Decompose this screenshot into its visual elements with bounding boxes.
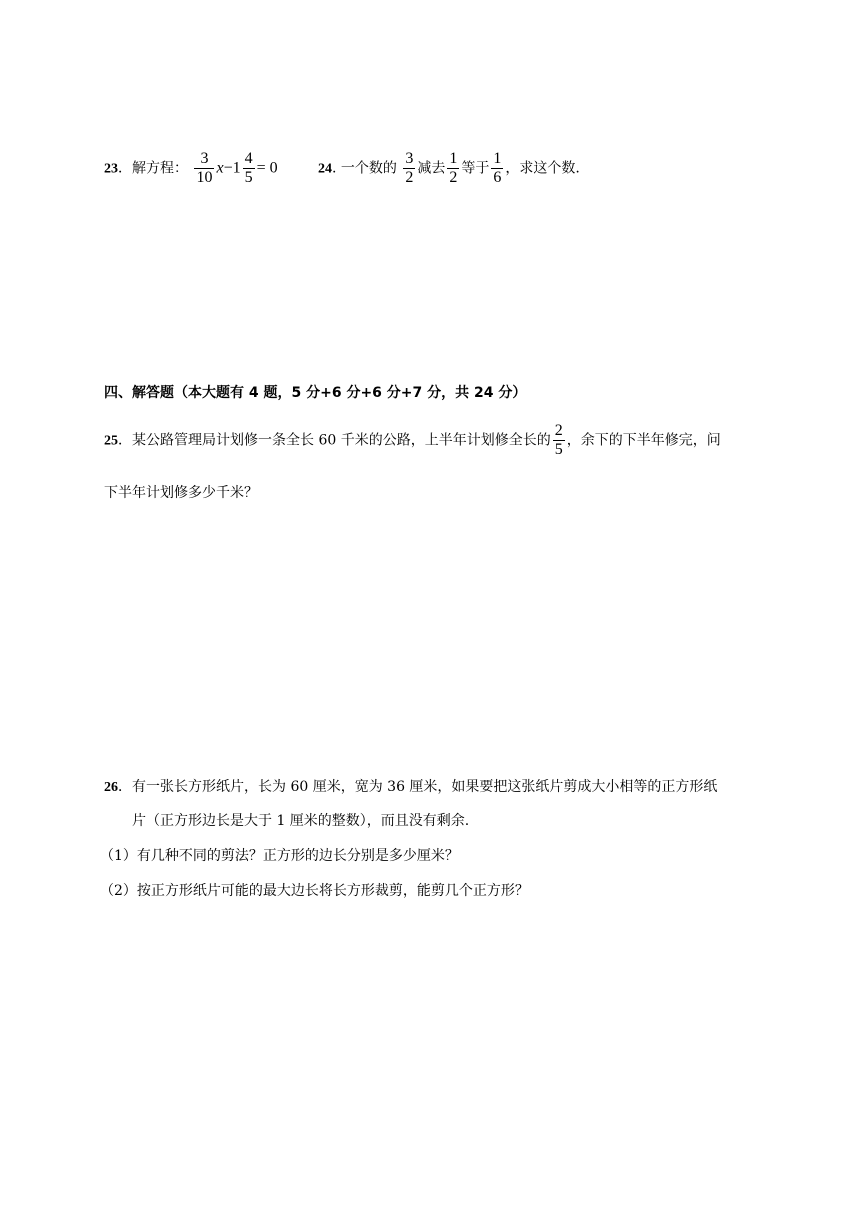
denominator: 2 — [449, 169, 458, 186]
question-label: ．解方程： — [118, 160, 188, 177]
question-number: 23 — [104, 161, 118, 177]
numerator: 4 — [244, 150, 253, 167]
numerator: 3 — [405, 150, 414, 167]
question-text: ，求这个数. — [505, 160, 580, 177]
question-text: ．有一张长方形纸片，长为 60 厘米，宽为 36 厘米，如果要把这张纸片剪成大小相等的正方形纸 — [118, 779, 718, 795]
sub-question-2: （2）按正方形纸片可能的最大边长将长方形裁剪，能剪几个正方形？ — [100, 883, 529, 899]
question-text: ．某公路管理局计划修一条全长 60 千米的公路，上半年计划修全长的 — [118, 432, 551, 449]
denominator: 2 — [405, 169, 414, 186]
mixed-number-int: −1 — [223, 159, 241, 177]
question-number: 26 — [104, 780, 118, 795]
question-26 — [104, 776, 717, 796]
fraction — [447, 150, 459, 187]
question-number: 24 — [318, 161, 332, 177]
variable: x — [216, 159, 224, 177]
fraction — [403, 150, 415, 187]
fraction — [243, 150, 255, 187]
denominator: 5 — [244, 169, 253, 186]
fraction — [194, 150, 214, 187]
question-25 — [104, 422, 721, 459]
fraction — [491, 150, 503, 187]
numerator: 2 — [554, 422, 563, 439]
question-text: . 一个数的 — [332, 160, 397, 177]
question-24 — [318, 150, 580, 187]
question-23 — [104, 150, 278, 187]
question-25-line2: 下半年计划修多少千米？ — [104, 485, 258, 501]
sub-question-1: （1）有几种不同的剪法？正方形的边长分别是多少厘米？ — [100, 848, 459, 864]
fraction — [553, 422, 565, 459]
numerator: 1 — [449, 150, 458, 167]
section-heading: 四、解答题（本大题有 4 题，5 分+6 分+6 分+7 分，共 24 分） — [104, 385, 527, 401]
question-text: 等于 — [461, 160, 490, 177]
question-text: 减去 — [417, 160, 446, 177]
denominator: 6 — [493, 169, 502, 186]
equation-rhs: = 0 — [256, 159, 278, 177]
numerator: 1 — [493, 150, 502, 167]
question-text: ，余下的下半年修完，问 — [566, 432, 721, 449]
question-26-line2: 片（正方形边长是大于 1 厘米的整数），而且没有剩余. — [132, 813, 470, 829]
numerator: 3 — [200, 150, 209, 167]
question-number: 25 — [104, 433, 118, 449]
denominator: 10 — [196, 169, 213, 186]
denominator: 5 — [554, 441, 563, 458]
